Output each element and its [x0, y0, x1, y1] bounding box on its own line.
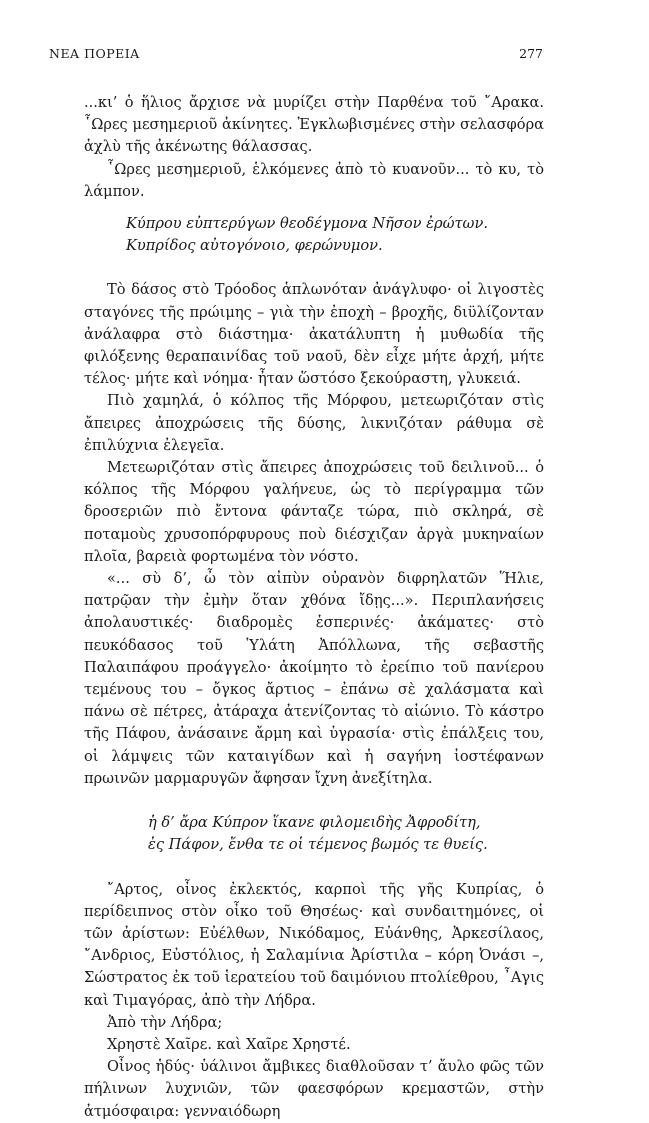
page-body [84, 92, 544, 1123]
paragraph-2: ῟Ωρες μεσημεριοῦ, ἑλκόμενες ἀπὸ τὸ κυανοῦν... τὸ κυ, τὸ λάμπον. [84, 160, 544, 200]
verse-line-3: ἡ δ’ ἄρα Κύπρον ἵκανε φιλομειδὴς Ἀφροδίτη, [148, 814, 481, 832]
paragraph-8: Ἀπὸ τὴν Λήδρα; [107, 1013, 223, 1031]
paragraph-5: Μετεωριζόταν στὶς ἄπειρες ἀποχρώσεις τοῦ δειλινοῦ... ὁ κόλπος τῆς Μόρφου γαλήνευε, ὡς τὸ περίγραμμα τῶν δροσεριῶν πιὸ ἔντονα φάνταζε τώρα, πιὸ σκληρά, σὲ ποταμοὺς χρυσοπόρφυρους ποὺ διέσχιζαν ἀργὰ μυκηναίων πλοῖα, βαρειὰ φορτωμένα τὸν νόστο. [84, 459, 544, 565]
paragraph-1: ...κι’ ὁ ἥλιος ἄρχισε νὰ μυρίζει στὴν Παρθένα τοῦ ῎Αρακα. ῟Ωρες μεσημεριοῦ ἀκίνητες. Ἐγκλωβισμένες στὴν σελασφόρα ἀχλὺ τῆς ἀκένωτης θάλασσας. [84, 94, 544, 156]
running-head: ΝΕΑ ΠΟΡΕΙΑ [49, 46, 140, 61]
paragraph-7: ῎Αρτος, οἶνος ἐκλεκτός, καρποὶ τῆς γῆς Κυπρίας, ὁ περίδειπνος στὸν οἶκο τοῦ Θησέως· καὶ συνδαιτημόνες, οἱ τῶν ἀρίστων: Εὐέλθων, Νικόδαμος, Εὐάνθης, Ἀρκεσίλαος, ῎Ανδριος, Εὐστόλιος, ἡ Σαλαμίνια Ἀρίστιλα – κόρη Ὀνάσι –, Σώστρατος ἐκ τοῦ ἱερατείου τοῦ δαιμόνιου πτολίεθρου, ῏Αγις καὶ Τιμαγόρας, ἀπὸ τὴν Λήδρα. [84, 880, 544, 1009]
verse-line-2: Κυπρίδος αὐτογόνοιο, φερώνυμον. [126, 237, 383, 255]
paragraph-6: «... σὺ δ’, ὦ τὸν αἰπὺν οὐρανὸν διφρηλατῶν Ἥλιε, πατρῷαν τὴν ἐμὴν ὅταν χθόνα ἴδῃς...». Περιπλανήσεις ἀπολαυστικές· διαδρομὲς ἑσπερινές· ἀκάματες· στὸ πευκόδασος τοῦ Ὑλάτη Ἀπόλλωνα, τῆς σεβαστῆς Παλαιπάφου προάγγελο· ἀκοίμητο τὸ ἐρείπιο τοῦ πανίερου τεμένους του – ὄγκος ἄρτιος – ἐπάνω σὲ χαλάσματα καὶ πάνω σὲ πέτρες, ἀτάραχα ἀτενίζοντας τὸ αἰώνιο. Τὸ κάστρο τῆς Πάφου, ἀνάσαινε ἄρμη καὶ ὑγρασία· στὶς ἐπάλξεις του, οἱ λάμψεις τῶν καταιγίδων καὶ ἡ σαγήνη ἰοστέφανων πρωινῶν μαρμαρυγῶν ἄφησαν ἴχνη ἀνεξίτηλα. [84, 570, 544, 787]
verse-line-1: Κύπρου εὐπτερύγων θεοδέγμονα Νῆσον ἐρώτων. [126, 215, 488, 233]
page-number: 277 [519, 46, 543, 61]
paragraph-9: Χρηστὲ Χαῖρε. καὶ Χαῖρε Χρηστέ. [107, 1035, 351, 1053]
paragraph-10: Οἶνος ἡδύς· ὑάλινοι ἄμβικες διαθλοῦσαν τ’ ἄυλο φῶς τῶν πήλινων λυχνιῶν, τῶν φαεσφόρων κρεμαστῶν, στὴν ἀτμόσφαιρα: γενναιόδωρη [84, 1058, 544, 1120]
paragraph-4: Πιὸ χαμηλά, ὁ κόλπος τῆς Μόρφου, μετεωριζόταν στὶς ἄπειρες ἀποχρώσεις τῆς δύσης, λικνιζόταν ράθυμα σὲ ἐπιλύχνια ἐλεγεῖα. [84, 392, 544, 454]
verse-line-4: ἐς Πάφον, ἔνθα τε οἱ τέμενος βωμός τε θυείς. [148, 836, 488, 854]
paragraph-3: Τὸ δάσος στὸ Τρόοδος ἁπλωνόταν ἀνάγλυφο· οἱ λιγοστὲς σταγόνες τῆς πρώιμης – γιὰ τὴν ἐποχὴ – βροχῆς, διϋλίζονταν ἀνάλαφρα στὸ διάστημα· ἀκατάλυπτη ἡ μυθωδία τῆς φιλόξενης θεραπαινίδας τοῦ ναοῦ, δὲν εἶχε μήτε ἀρχή, μήτε τέλος· μήτε καὶ νόημα· ἦταν ὥστόσο ξεκούραστη, γλυκειά. [84, 281, 544, 388]
